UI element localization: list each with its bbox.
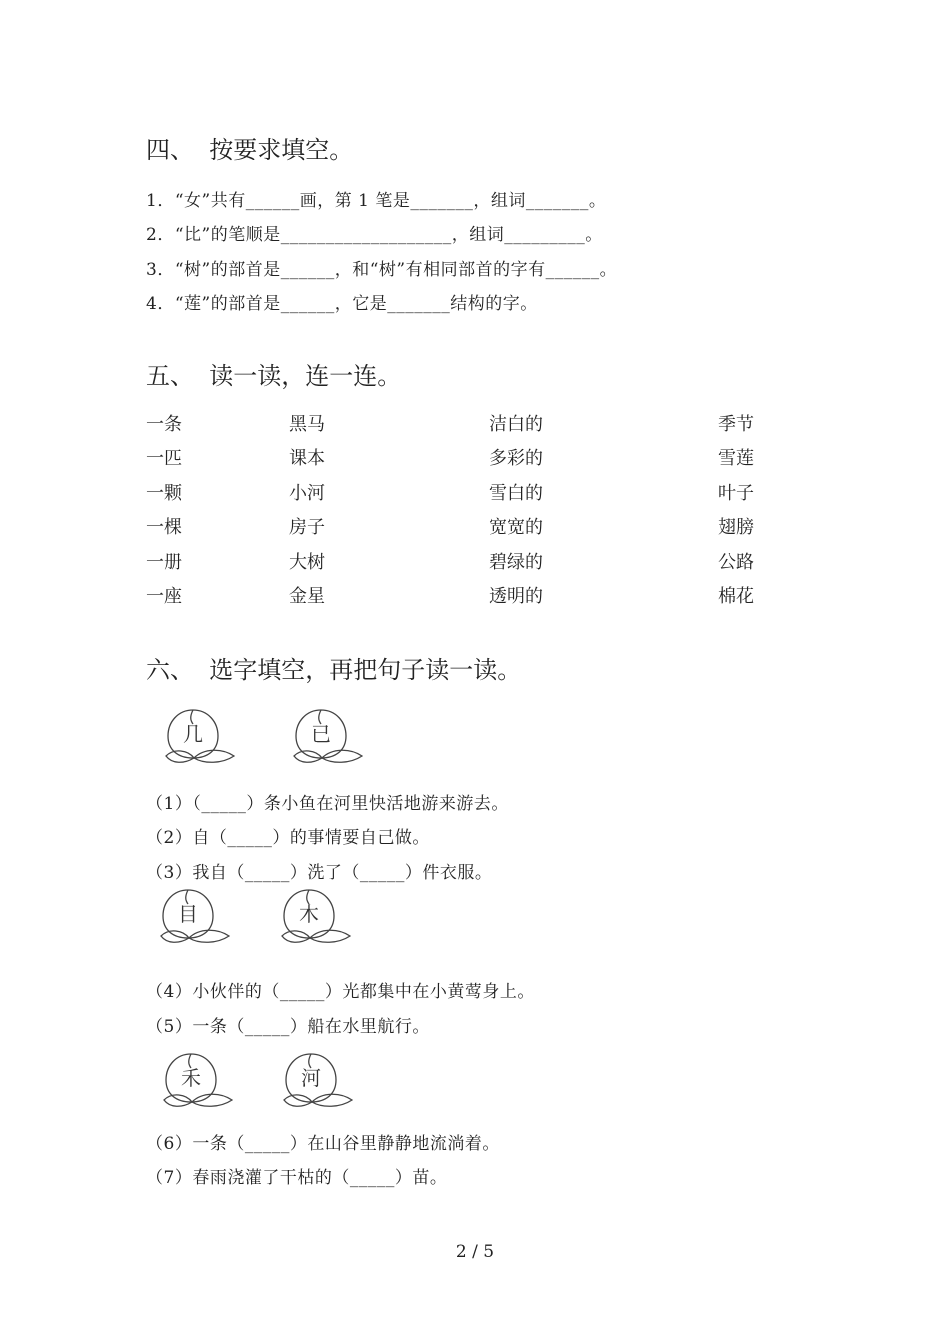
- match-item: 金星: [289, 586, 325, 607]
- sentence-4: （4）小伙伴的（_____）光都集中在小黄莺身上。: [146, 982, 535, 1002]
- match-item: 一册: [146, 552, 182, 573]
- section-5-title: 五、 读一读，连一连。: [146, 362, 402, 390]
- match-item: 碧绿的: [489, 552, 543, 573]
- match-item: 一条: [146, 414, 182, 435]
- match-item: 一匹: [146, 448, 182, 469]
- match-item: 一棵: [146, 517, 182, 538]
- match-item: 房子: [289, 517, 325, 538]
- peach-icon: [160, 706, 242, 768]
- sentence-5: （5）一条（_____）船在水里航行。: [146, 1017, 430, 1037]
- fill-question-2: 2．“比”的笔顺是___________________，组词_________。: [146, 225, 603, 245]
- peach-character: 禾: [181, 1066, 201, 1090]
- match-item: 翅膀: [718, 517, 754, 538]
- section-6-title: 六、 选字填空，再把句子读一读。: [146, 656, 522, 684]
- peach-icon: [158, 1050, 240, 1112]
- fill-question-3: 3．“树”的部首是______，和“树”有相同部首的字有______。: [146, 260, 618, 280]
- sentence-1: （1）（_____）条小鱼在河里快活地游来游去。: [146, 794, 509, 814]
- match-item: 季节: [718, 414, 754, 435]
- peach-icon: [288, 706, 370, 768]
- match-item: 多彩的: [489, 448, 543, 469]
- page-number: 2 / 5: [455, 1242, 495, 1262]
- fill-question-1: 1．“女”共有______画，第 1 笔是_______，组词_______。: [146, 191, 607, 211]
- peach-character: 已: [311, 722, 331, 746]
- peach-character: 河: [301, 1066, 321, 1090]
- sentence-2: （2）自（_____）的事情要自己做。: [146, 828, 430, 848]
- peach-icon: [276, 886, 358, 948]
- peach-character: 几: [183, 722, 203, 746]
- sentence-6: （6）一条（_____）在山谷里静静地流淌着。: [146, 1134, 500, 1154]
- section-4-title: 四、 按要求填空。: [146, 136, 354, 164]
- match-item: 课本: [289, 448, 325, 469]
- match-item: 雪莲: [718, 448, 754, 469]
- peach-icon: [278, 1050, 360, 1112]
- match-item: 公路: [718, 552, 754, 573]
- match-item: 透明的: [489, 586, 543, 607]
- match-item: 一座: [146, 586, 182, 607]
- match-item: 大树: [289, 552, 325, 573]
- match-item: 棉花: [718, 586, 754, 607]
- peach-character: 木: [299, 902, 319, 926]
- fill-question-4: 4．“莲”的部首是______，它是_______结构的字。: [146, 294, 538, 314]
- match-item: 宽宽的: [489, 517, 543, 538]
- match-item: 雪白的: [489, 483, 543, 504]
- peach-character: 目: [178, 902, 198, 926]
- match-item: 一颗: [146, 483, 182, 504]
- match-item: 洁白的: [489, 414, 543, 435]
- match-item: 小河: [289, 483, 325, 504]
- match-item: 叶子: [718, 483, 754, 504]
- sentence-7: （7）春雨浇灌了干枯的（_____）苗。: [146, 1168, 448, 1188]
- match-item: 黑马: [289, 414, 325, 435]
- peach-icon: [155, 886, 237, 948]
- sentence-3: （3）我自（_____）洗了（_____）件衣服。: [146, 863, 493, 883]
